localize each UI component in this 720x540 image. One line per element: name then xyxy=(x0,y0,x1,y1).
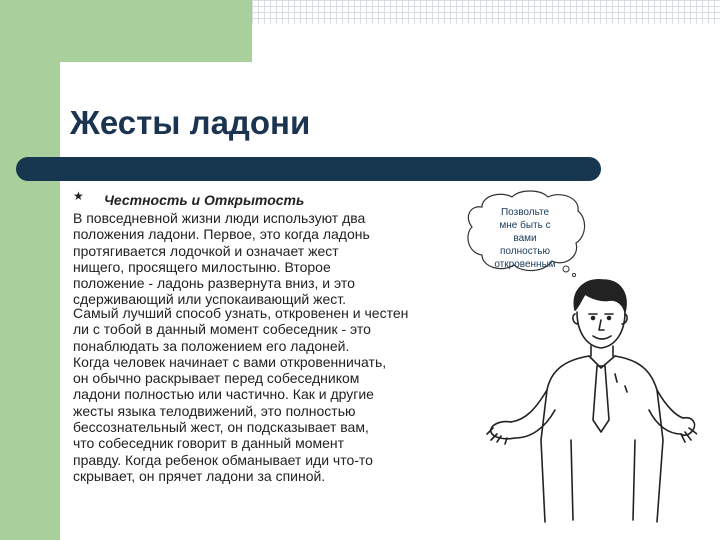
thought-bubble-text: Позвольте мне быть с вами полностью откровенным xyxy=(494,207,556,270)
left-accent-band xyxy=(0,0,60,540)
bullet-heading: Честность и Открытость xyxy=(104,192,305,208)
paragraph-honesty: Самый лучший способ узнать, откровенен и честен ли с тобой в данный момент собеседник - это понаблюдать за положением его ладоней. Когда человек начинает с вами откровенничать, он обычно раскрывает перед собеседником ладони полностью или частично. Как и другие жесты языка телодвижений, это полностью бессознательный жест, он подсказывает вам, что собеседник говорит в данный момент правду. Когда ребенок обманывает иди что-то скрывает, он прячет ладони за спиной. xyxy=(73,305,409,484)
top-accent-band xyxy=(0,0,252,62)
slide-title: Жесты ладони xyxy=(70,104,311,141)
content-corner xyxy=(60,62,88,90)
title-underline-bar xyxy=(16,157,601,181)
star-bullet-icon: ★ xyxy=(73,189,84,203)
paragraph-palm-positions: В повседневной жизни люди используют два положения ладони. Первое, это когда ладонь протягивается лодочкой и означает жест нищего, просящего милостыню. Второе положение - ладонь развернута вниз, и это сдерживающий или успокаивающий жест. xyxy=(73,210,370,308)
man-open-palms-illustration xyxy=(485,270,697,532)
grid-pattern xyxy=(252,0,720,24)
